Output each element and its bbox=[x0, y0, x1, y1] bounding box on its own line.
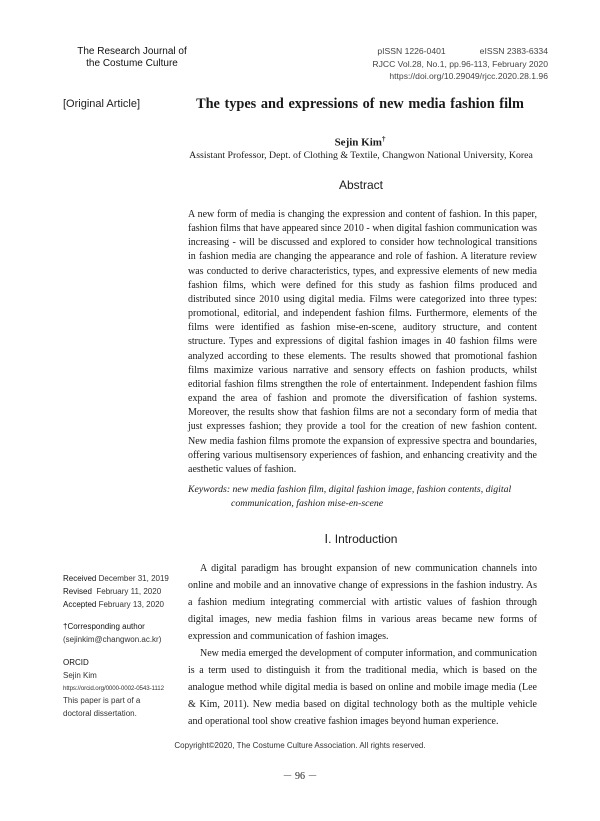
copyright-notice: Copyright©2020, The Costume Culture Association. All rights reserved. bbox=[174, 741, 426, 750]
author-name-text: Sejin Kim bbox=[334, 136, 382, 149]
corresponding-author-label: †Corresponding author bbox=[63, 622, 145, 632]
keywords bbox=[188, 483, 537, 511]
page-number: － 96 － bbox=[282, 771, 318, 782]
orcid-link[interactable]: https://orcid.org/0000-0002-0543-1112 bbox=[63, 684, 164, 692]
journal-name-line1: The Research Journal of bbox=[77, 46, 187, 57]
intro-paragraph-1: A digital paradigm has brought expansion of new communication channels into online and mobile and an innovative change of expressions in the fashion industry. As a fashion medium integrating commercial with artistic values of fashion through digital images, new media fashion films in various areas became new forms of expression and communication of fashion images. bbox=[188, 563, 537, 642]
intro-paragraph-2: New media emerged the development of computer information, and communication is a term used to distinguish it from the traditional media, which is based on the analogue method while digital media is based on online and mobile image media (Lee & Kim, 2011). New media based on digital technology both as the multiple vehicle and operational tool show creative fashion images beyond human experience. bbox=[188, 648, 537, 727]
abstract-heading: Abstract bbox=[338, 178, 383, 192]
revised-label: Revised bbox=[63, 586, 92, 596]
received-label: Received bbox=[63, 574, 97, 583]
dissertation-note-line2: doctoral dissertation. bbox=[63, 709, 137, 719]
abstract-text: A new form of media is changing the expression and content of fashion. In this paper, fashion films that have appeared since 2010 - when digital fashion communication was increasing - will be discussed and explored to consider how technological transitions in fashion media are changing the appearance and role of fashion. A literature review was conducted to derive characteristics, types, and expressive elements of new media fashion films, which were defined for this study as fashion films produced and distributed since 2010 using digital media. Films were categorized into three types: promotional, editorial, and independent fashion films. Furthermore, elements of the films were identified as fashion mise-en-scene, auditory structure, and content structure. Types and expressions of digital fashion images in 40 fashion films were analyzed according to these elements. The results showed that promotional fashion films maximize various narrative and sensory effects on fashion products, whilst editorial fashion films strengthen the role of entertainment. Independent fashion films expand the area of fashion and promote the diversification of fashion systems. Moreover, the results show that fashion films are not a secondary form of media that just expresses fashion; they provide a tool for the creation of new fashion content. New media fashion films promote the expansion of expressive spectra and boundaries, offering various multisensory experiences of fashion, and enhancing creativity and the aesthetic values of fashion. bbox=[188, 209, 537, 475]
received-date: December 31, 2019 bbox=[98, 574, 169, 583]
accepted-label: Accepted bbox=[63, 599, 97, 609]
revised-date: February 11, 2020 bbox=[96, 586, 162, 596]
accepted-date: February 13, 2020 bbox=[98, 599, 164, 609]
revised-row bbox=[63, 586, 183, 599]
affiliation: Assistant Professor, Dept. of Clothing & Textile, Changwon National University, Korea bbox=[189, 150, 533, 161]
article-type: [Original Article] bbox=[63, 98, 141, 110]
corresponding-mark: † bbox=[381, 135, 386, 143]
received-row bbox=[63, 573, 183, 586]
corresponding-email[interactable]: (sejinkim@changwon.ac.kr) bbox=[63, 635, 162, 645]
volume-info: RJCC Vol.28, No.1, pp.96-113, February 2020 bbox=[372, 58, 548, 69]
dissertation-note-line1: This paper is part of a bbox=[63, 696, 141, 706]
eissn: eISSN 2383-6334 bbox=[479, 46, 548, 56]
introduction-heading: Ⅰ. Introduction bbox=[324, 532, 398, 546]
journal-name bbox=[62, 46, 202, 70]
introduction-body bbox=[188, 560, 537, 730]
author-name bbox=[185, 135, 535, 149]
pissn: pISSN 1226-0401 bbox=[377, 46, 446, 56]
accepted-row bbox=[63, 599, 183, 612]
keywords-line1: Keywords: new media fashion film, digital fashion image, fashion contents, digital bbox=[188, 484, 512, 495]
article-info-sidebar bbox=[63, 573, 183, 721]
orcid-label: ORCID bbox=[63, 657, 89, 667]
doi-link[interactable]: https://doi.org/10.29049/rjcc.2020.28.1.96 bbox=[389, 71, 548, 81]
keywords-line2: communication, fashion mise-en-scene bbox=[231, 498, 384, 509]
journal-name-line2: the Costume Culture bbox=[86, 58, 178, 69]
issn-block bbox=[330, 45, 548, 83]
paper-title: The types and expressions of new media fashion film bbox=[196, 96, 524, 112]
orcid-name: Sejin Kim bbox=[63, 670, 97, 680]
